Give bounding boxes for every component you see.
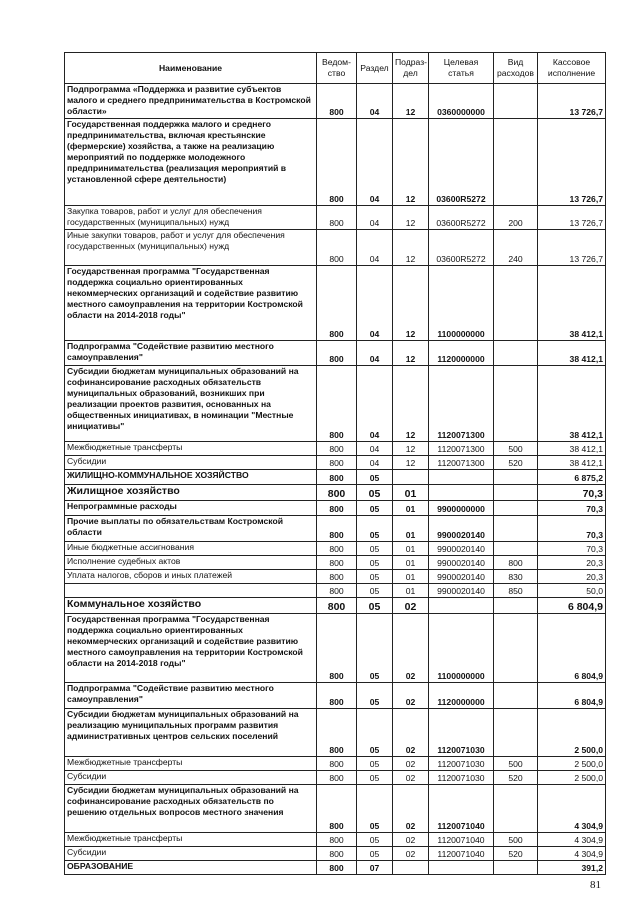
table-row <box>65 556 606 570</box>
row-razdel: 05 <box>357 785 393 833</box>
row-name: Иные бюджетные ассигнования <box>65 542 317 556</box>
row-podrazdel: 12 <box>393 456 429 470</box>
row-razdel: 05 <box>357 556 393 570</box>
row-razdel: 05 <box>357 542 393 556</box>
row-ved: 800 <box>317 771 357 785</box>
row-vr: 500 <box>494 833 538 847</box>
row-podrazdel <box>393 861 429 875</box>
row-name: ЖИЛИЩНО-КОММУНАЛЬНОЕ ХОЗЯЙСТВО <box>65 470 317 485</box>
row-cs <box>429 598 494 614</box>
row-vr <box>494 470 538 485</box>
table-row <box>65 683 606 709</box>
table-row <box>65 485 606 501</box>
table-row <box>65 771 606 785</box>
row-amount: 6 875,2 <box>538 470 606 485</box>
row-amount: 38 412,1 <box>538 442 606 456</box>
row-podrazdel: 12 <box>393 442 429 456</box>
row-vr: 850 <box>494 584 538 598</box>
row-podrazdel: 02 <box>393 785 429 833</box>
row-cs: 1120071300 <box>429 456 494 470</box>
table-row <box>65 84 606 119</box>
row-cs: 0360000000 <box>429 84 494 119</box>
row-vr <box>494 598 538 614</box>
row-vr: 520 <box>494 847 538 861</box>
row-cs: 1120071030 <box>429 757 494 771</box>
row-amount: 70,3 <box>538 485 606 501</box>
row-razdel: 05 <box>357 485 393 501</box>
row-amount: 70,3 <box>538 542 606 556</box>
row-podrazdel: 01 <box>393 516 429 542</box>
row-name: Подпрограмма "Содействие развитию местного самоуправления" <box>65 683 317 709</box>
header-amount: Кассовое исполнение <box>538 53 606 84</box>
row-amount: 2 500,0 <box>538 771 606 785</box>
row-cs: 1100000000 <box>429 266 494 341</box>
row-ved: 800 <box>317 709 357 757</box>
row-podrazdel: 12 <box>393 266 429 341</box>
row-ved: 800 <box>317 206 357 230</box>
table-row <box>65 542 606 556</box>
row-amount: 38 412,1 <box>538 366 606 442</box>
table-row <box>65 833 606 847</box>
table-row <box>65 470 606 485</box>
table-row <box>65 614 606 683</box>
row-amount: 70,3 <box>538 516 606 542</box>
row-razdel: 04 <box>357 456 393 470</box>
row-razdel: 05 <box>357 470 393 485</box>
row-vr: 200 <box>494 206 538 230</box>
row-name: Подпрограмма «Поддержка и развитие субъектов малого и среднего предпринимательства в Костромской области» <box>65 84 317 119</box>
row-name: Субсидии бюджетам муниципальных образований на реализацию муниципальных программ развития административных центров сельских поселений <box>65 709 317 757</box>
table-header-row <box>65 53 606 84</box>
row-name: Межбюджетные трансферты <box>65 757 317 771</box>
row-name: Закупка товаров, работ и услуг для обеспечения государственных (муниципальных) нужд <box>65 206 317 230</box>
row-amount: 4 304,9 <box>538 833 606 847</box>
row-vr <box>494 366 538 442</box>
row-name: Субсидии бюджетам муниципальных образований на софинансирование расходных обязательств по решению отдельных вопросов местного значения <box>65 785 317 833</box>
row-cs <box>429 861 494 875</box>
row-cs: 03600R5272 <box>429 230 494 266</box>
row-razdel: 04 <box>357 341 393 366</box>
row-cs: 9900020140 <box>429 542 494 556</box>
row-name: Исполнение судебных актов <box>65 556 317 570</box>
row-razdel: 05 <box>357 833 393 847</box>
row-cs: 1120071040 <box>429 833 494 847</box>
row-cs: 1120000000 <box>429 341 494 366</box>
row-ved: 800 <box>317 542 357 556</box>
row-podrazdel: 01 <box>393 570 429 584</box>
table-row <box>65 757 606 771</box>
row-name: Государственная программа "Государственная поддержка социально ориентированных некоммерческих организаций и содействие развитию местного самоуправления на территории Костромской области на 2014-2018 годы" <box>65 266 317 341</box>
row-vr <box>494 683 538 709</box>
row-amount: 391,2 <box>538 861 606 875</box>
table-row <box>65 442 606 456</box>
header-razdel: Раздел <box>357 53 393 84</box>
table-row <box>65 598 606 614</box>
table-row <box>65 456 606 470</box>
table-row <box>65 366 606 442</box>
row-vr <box>494 542 538 556</box>
row-amount: 13 726,7 <box>538 206 606 230</box>
row-cs <box>429 470 494 485</box>
row-razdel: 05 <box>357 570 393 584</box>
row-vr: 240 <box>494 230 538 266</box>
header-name: Наименование <box>65 53 317 84</box>
row-ved: 800 <box>317 501 357 516</box>
table-row <box>65 516 606 542</box>
row-cs: 9900020140 <box>429 516 494 542</box>
row-name: Уплата налогов, сборов и иных платежей <box>65 570 317 584</box>
budget-table <box>64 52 606 875</box>
row-razdel: 04 <box>357 442 393 456</box>
row-razdel: 05 <box>357 847 393 861</box>
table-row <box>65 266 606 341</box>
row-cs: 1120071030 <box>429 771 494 785</box>
row-ved: 800 <box>317 119 357 206</box>
row-cs: 9900000000 <box>429 501 494 516</box>
row-podrazdel: 12 <box>393 341 429 366</box>
row-name: Межбюджетные трансферты <box>65 833 317 847</box>
row-cs: 9900020140 <box>429 556 494 570</box>
row-podrazdel: 02 <box>393 757 429 771</box>
row-amount: 4 304,9 <box>538 847 606 861</box>
header-podrazdel: Подраз-дел <box>393 53 429 84</box>
row-podrazdel: 02 <box>393 709 429 757</box>
row-name: Непрограммные расходы <box>65 501 317 516</box>
row-ved: 800 <box>317 847 357 861</box>
row-name: Подпрограмма "Содействие развитию местного самоуправления" <box>65 341 317 366</box>
row-cs: 1120071040 <box>429 847 494 861</box>
row-razdel: 05 <box>357 757 393 771</box>
row-ved: 800 <box>317 833 357 847</box>
row-name <box>65 584 317 598</box>
row-name: Коммунальное хозяйство <box>65 598 317 614</box>
row-podrazdel: 02 <box>393 847 429 861</box>
row-cs: 9900020140 <box>429 570 494 584</box>
header-ved: Ведом-ство <box>317 53 357 84</box>
row-vr <box>494 861 538 875</box>
row-vr <box>494 485 538 501</box>
row-cs: 03600R5272 <box>429 206 494 230</box>
row-podrazdel: 01 <box>393 584 429 598</box>
row-podrazdel: 02 <box>393 598 429 614</box>
row-ved: 800 <box>317 84 357 119</box>
table-row <box>65 709 606 757</box>
table-body <box>65 84 606 875</box>
row-ved: 800 <box>317 861 357 875</box>
row-ved: 800 <box>317 266 357 341</box>
row-razdel: 05 <box>357 501 393 516</box>
row-ved: 800 <box>317 570 357 584</box>
row-cs <box>429 485 494 501</box>
row-razdel: 04 <box>357 366 393 442</box>
table-row <box>65 570 606 584</box>
row-podrazdel: 12 <box>393 119 429 206</box>
row-cs: 1120071030 <box>429 709 494 757</box>
row-podrazdel: 12 <box>393 206 429 230</box>
table-row <box>65 341 606 366</box>
row-vr <box>494 341 538 366</box>
row-ved: 800 <box>317 556 357 570</box>
row-cs: 1100000000 <box>429 614 494 683</box>
row-amount: 2 500,0 <box>538 757 606 771</box>
row-ved: 800 <box>317 485 357 501</box>
table-row <box>65 501 606 516</box>
row-razdel: 04 <box>357 266 393 341</box>
row-vr: 520 <box>494 456 538 470</box>
row-name: Государственная поддержка малого и среднего предпринимательства, включая крестьянские (фермерские) хозяйства, а также на реализацию мероприятий по поддержке молодежного предпринимательства (реализация мероприятий в установленной сфере деятельности) <box>65 119 317 206</box>
row-ved: 800 <box>317 516 357 542</box>
row-podrazdel: 02 <box>393 833 429 847</box>
row-amount: 4 304,9 <box>538 785 606 833</box>
row-name: Субсидии бюджетам муниципальных образований на софинансирование расходных обязательств муниципальных образований, возникших при реализации проектов развития, основанных на общественных инициативах, в номинации "Местные инициативы" <box>65 366 317 442</box>
row-name: Субсидии <box>65 847 317 861</box>
row-name: Субсидии <box>65 771 317 785</box>
row-ved: 800 <box>317 757 357 771</box>
row-amount: 38 412,1 <box>538 341 606 366</box>
row-amount: 6 804,9 <box>538 614 606 683</box>
row-amount: 38 412,1 <box>538 266 606 341</box>
table-row <box>65 584 606 598</box>
row-vr <box>494 84 538 119</box>
row-razdel: 04 <box>357 230 393 266</box>
row-name: Иные закупки товаров, работ и услуг для обеспечения государственных (муниципальных) нужд <box>65 230 317 266</box>
row-amount: 2 500,0 <box>538 709 606 757</box>
row-razdel: 05 <box>357 614 393 683</box>
row-vr <box>494 709 538 757</box>
row-podrazdel <box>393 470 429 485</box>
row-ved: 800 <box>317 341 357 366</box>
row-amount: 6 804,9 <box>538 598 606 614</box>
table-row <box>65 785 606 833</box>
row-razdel: 05 <box>357 709 393 757</box>
row-amount: 13 726,7 <box>538 230 606 266</box>
table-row <box>65 847 606 861</box>
row-razdel: 04 <box>357 84 393 119</box>
page-number: 81 <box>590 879 601 891</box>
row-podrazdel: 01 <box>393 556 429 570</box>
row-amount: 13 726,7 <box>538 84 606 119</box>
row-podrazdel: 02 <box>393 683 429 709</box>
row-podrazdel: 01 <box>393 485 429 501</box>
row-podrazdel: 01 <box>393 501 429 516</box>
row-vr <box>494 614 538 683</box>
header-vr: Вид расходов <box>494 53 538 84</box>
row-podrazdel: 02 <box>393 771 429 785</box>
row-vr <box>494 785 538 833</box>
row-podrazdel: 12 <box>393 84 429 119</box>
row-podrazdel: 12 <box>393 230 429 266</box>
row-name: Государственная программа "Государственная поддержка социально ориентированных некоммерческих организаций и содействие развитию местного самоуправления на территории Костромской области на 2014-2018 годы" <box>65 614 317 683</box>
row-ved: 800 <box>317 456 357 470</box>
table-row <box>65 861 606 875</box>
row-razdel: 05 <box>357 771 393 785</box>
row-amount: 6 804,9 <box>538 683 606 709</box>
row-razdel: 05 <box>357 683 393 709</box>
row-vr <box>494 266 538 341</box>
header-cs: Целевая статья <box>429 53 494 84</box>
row-vr: 500 <box>494 442 538 456</box>
row-amount: 38 412,1 <box>538 456 606 470</box>
row-ved: 800 <box>317 785 357 833</box>
row-amount: 50,0 <box>538 584 606 598</box>
row-ved: 800 <box>317 470 357 485</box>
row-razdel: 04 <box>357 119 393 206</box>
table-row <box>65 230 606 266</box>
row-amount: 20,3 <box>538 570 606 584</box>
row-podrazdel: 02 <box>393 614 429 683</box>
row-cs: 1120000000 <box>429 683 494 709</box>
row-vr: 500 <box>494 757 538 771</box>
row-razdel: 05 <box>357 584 393 598</box>
row-ved: 800 <box>317 442 357 456</box>
row-name: Прочие выплаты по обязательствам Костромской области <box>65 516 317 542</box>
row-cs: 03600R5272 <box>429 119 494 206</box>
row-amount: 20,3 <box>538 556 606 570</box>
row-razdel: 04 <box>357 206 393 230</box>
row-vr: 800 <box>494 556 538 570</box>
row-name: Межбюджетные трансферты <box>65 442 317 456</box>
row-cs: 1120071040 <box>429 785 494 833</box>
row-cs: 9900020140 <box>429 584 494 598</box>
table-row <box>65 119 606 206</box>
row-ved: 800 <box>317 598 357 614</box>
row-podrazdel: 01 <box>393 542 429 556</box>
row-amount: 13 726,7 <box>538 119 606 206</box>
row-cs: 1120071300 <box>429 442 494 456</box>
row-ved: 800 <box>317 683 357 709</box>
row-razdel: 07 <box>357 861 393 875</box>
row-vr <box>494 516 538 542</box>
row-vr <box>494 501 538 516</box>
row-name: Субсидии <box>65 456 317 470</box>
row-podrazdel: 12 <box>393 366 429 442</box>
row-cs: 1120071300 <box>429 366 494 442</box>
row-vr <box>494 119 538 206</box>
row-vr: 830 <box>494 570 538 584</box>
row-ved: 800 <box>317 584 357 598</box>
row-ved: 800 <box>317 230 357 266</box>
row-amount: 70,3 <box>538 501 606 516</box>
row-ved: 800 <box>317 366 357 442</box>
row-ved: 800 <box>317 614 357 683</box>
row-name: ОБРАЗОВАНИЕ <box>65 861 317 875</box>
row-vr: 520 <box>494 771 538 785</box>
row-razdel: 05 <box>357 598 393 614</box>
table-row <box>65 206 606 230</box>
row-razdel: 05 <box>357 516 393 542</box>
row-name: Жилищное хозяйство <box>65 485 317 501</box>
